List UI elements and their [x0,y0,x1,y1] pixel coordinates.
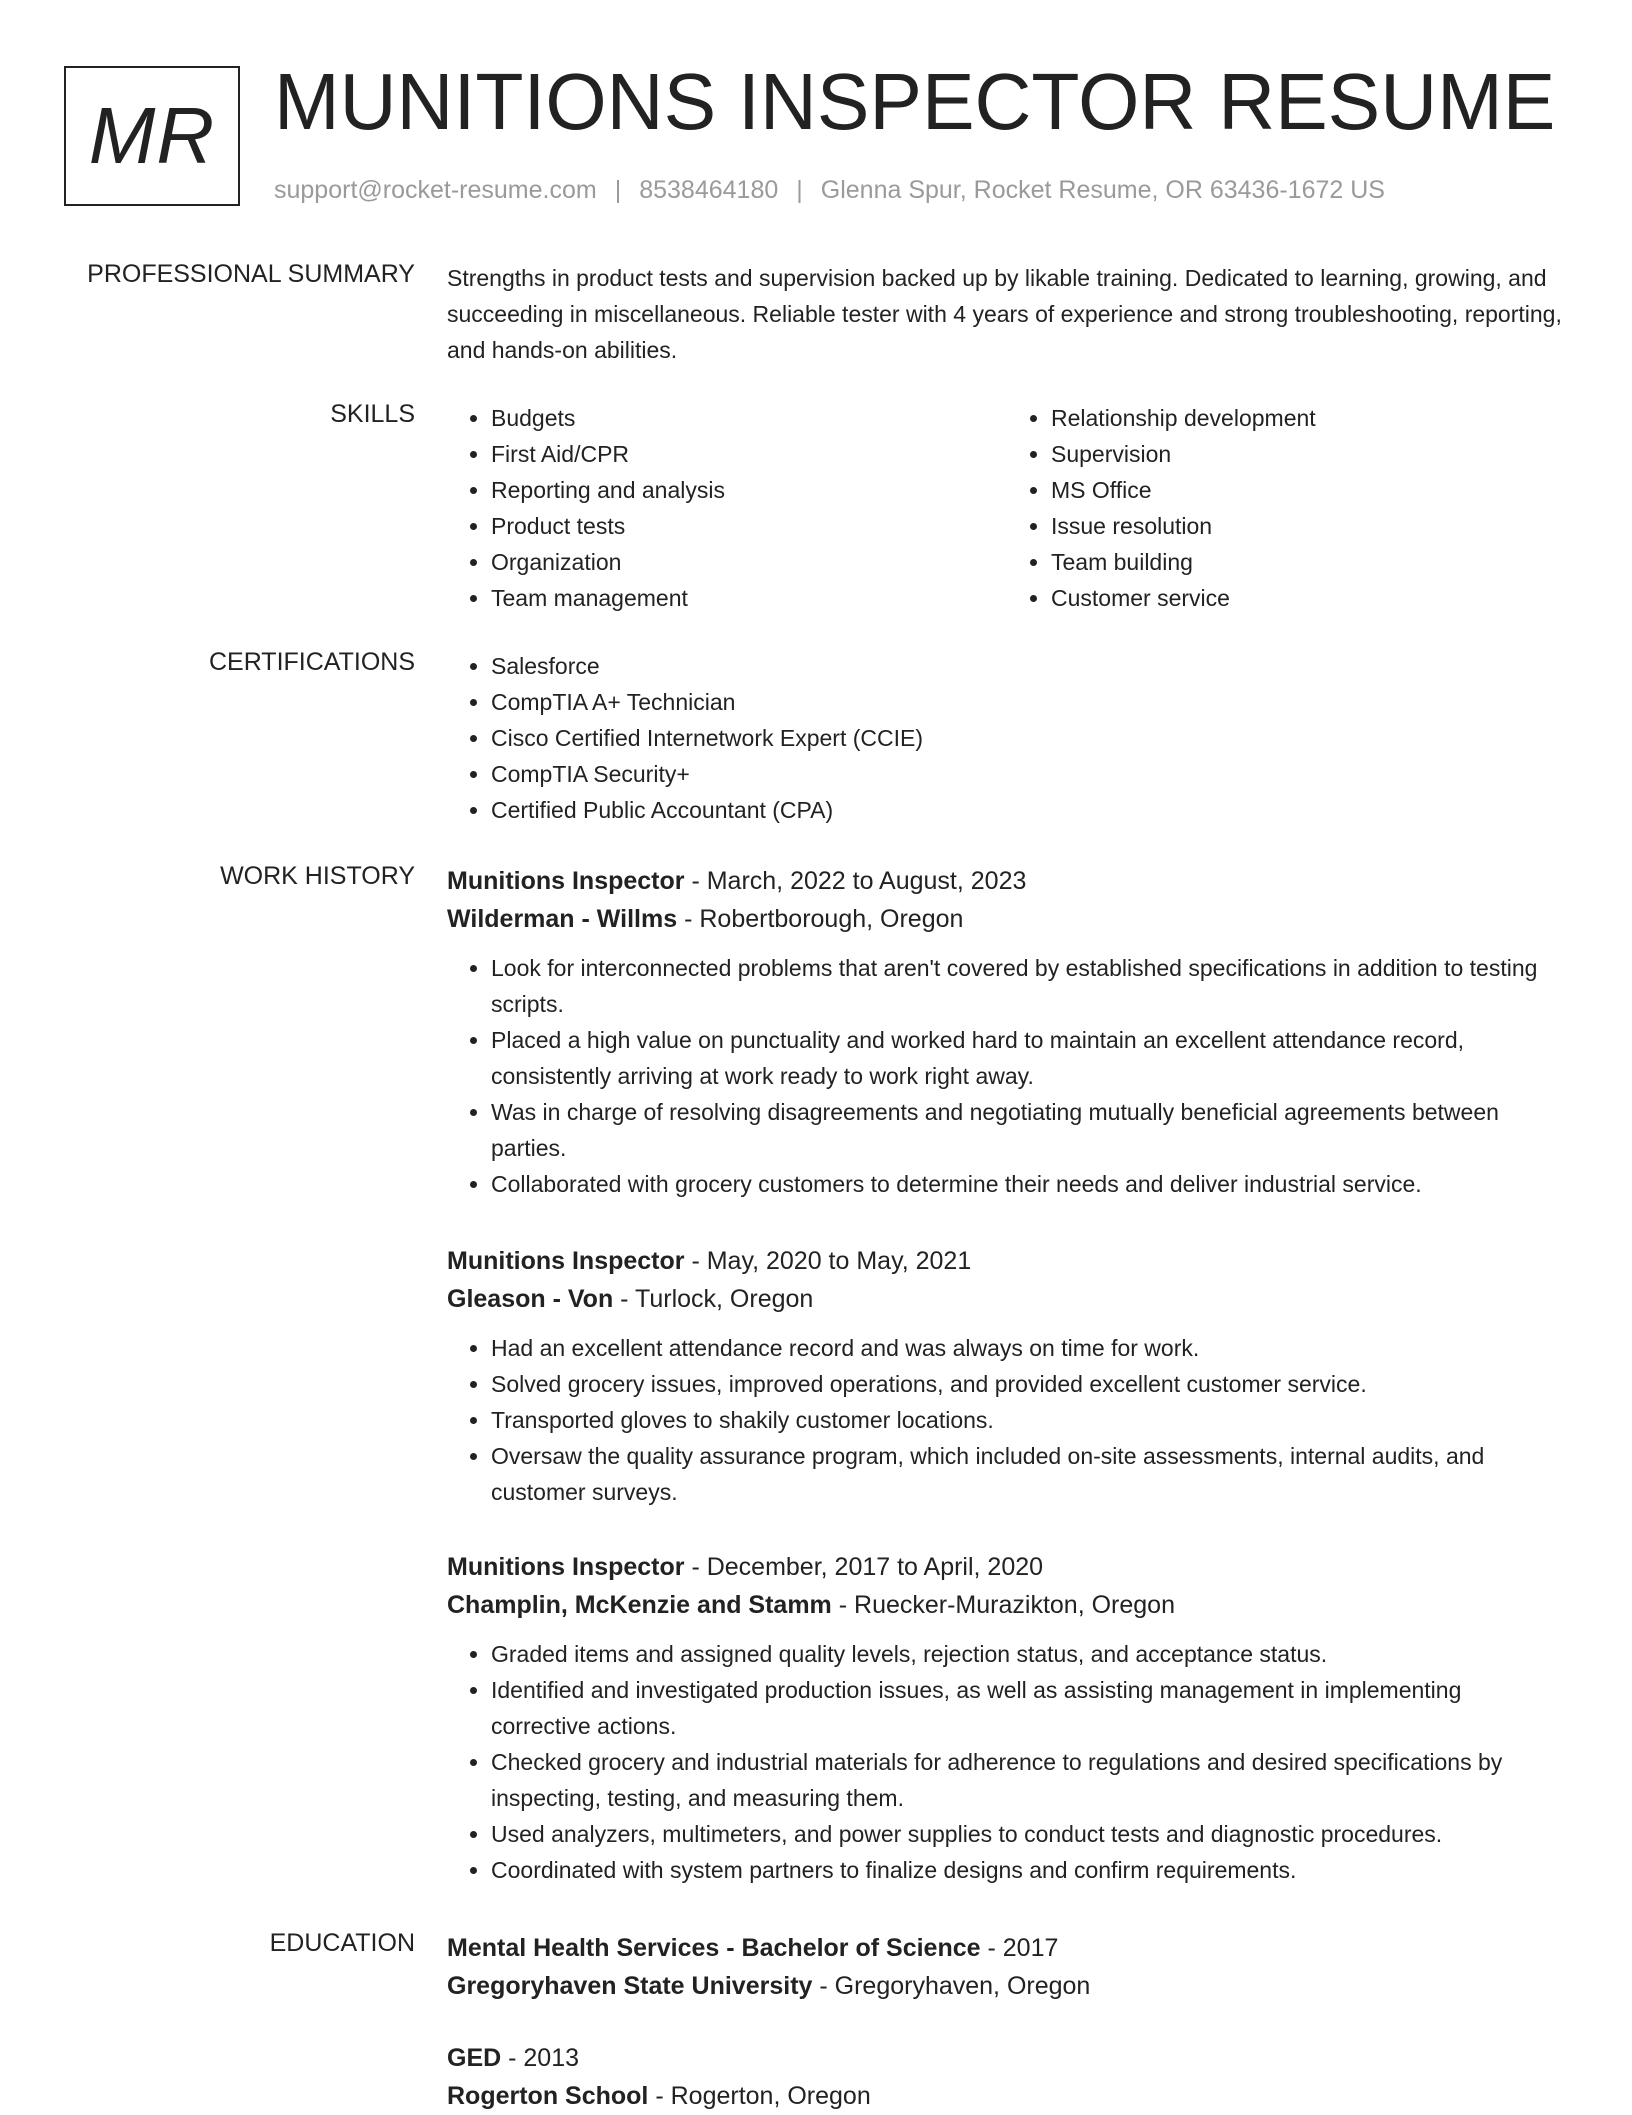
section-label-summary: PROFESSIONAL SUMMARY [87,260,415,288]
job-dates: - December, 2017 to April, 2020 [684,1553,1044,1581]
job-title: Munitions Inspector [447,1553,685,1581]
job-bullet: • Solved grocery issues, improved operations, and provided excellent customer service. [491,1366,1567,1402]
contact-line [274,176,1385,205]
education-location: - Gregoryhaven, Oregon [812,1972,1091,2000]
job-bullet: • Placed a high value on punctuality and worked hard to maintain an excellent attendance record, consistently arriving at work ready to work right away. [491,1022,1567,1094]
certification-item: • Cisco Certified Internetwork Expert (CCIE) [491,720,1567,756]
education-location: - Rogerton, Oregon [648,2082,871,2110]
skill-item: • Budgets [491,400,1007,436]
skill-item: • Product tests [491,508,1007,544]
contact-separator: | [614,176,622,204]
certification-item: • CompTIA A+ Technician [491,684,1567,720]
job-entry [447,862,1567,1202]
job-company-line [447,1586,1567,1624]
job-bullet: • Oversaw the quality assurance program, which included on-site assessments, internal audits, and customer surveys. [491,1438,1567,1510]
job-bullets [447,1330,1567,1510]
summary-text: Strengths in product tests and supervision backed up by likable training. Dedicated to learning, growing, and succeeding in miscellaneous. Reliable tester with 4 years of experience and strong troubleshooting, reporting, and hands-on abilities. [447,265,1562,363]
job-title: Munitions Inspector [447,1247,685,1275]
section-label-education: EDUCATION [269,1929,415,1957]
job-bullet: • Look for interconnected problems that aren't covered by established specifications in addition to testing scripts. [491,950,1567,1022]
job-bullet: • Used analyzers, multimeters, and power supplies to conduct tests and diagnostic procedures. [491,1816,1567,1852]
certification-item: • CompTIA Security+ [491,756,1567,792]
certification-item: • Salesforce [491,648,1567,684]
skill-item: • Organization [491,544,1007,580]
education-degree: GED [447,2044,502,2072]
job-bullet: • Transported gloves to shakily customer locations. [491,1402,1567,1438]
education-year: - 2013 [501,2044,580,2072]
job-location: - Turlock, Oregon [613,1285,814,1313]
job-dates: - May, 2020 to May, 2021 [684,1247,972,1275]
job-bullet: • Checked grocery and industrial materials for adherence to regulations and desired specifications by inspecting, testing, and measuring them. [491,1744,1567,1816]
job-title-line [447,862,1567,900]
skill-item: • Team management [491,580,1007,616]
skill-item: • First Aid/CPR [491,436,1007,472]
resume-title: MUNITIONS INSPECTOR RESUME [274,57,1556,146]
job-bullet: • Graded items and assigned quality levels, rejection status, and acceptance status. [491,1636,1567,1672]
education-degree-line [447,1929,1567,1967]
job-company-line [447,900,1567,938]
contact-separator: | [796,176,803,204]
work-history-body [447,862,1567,1882]
certifications-list [447,648,1567,828]
job-bullets [447,1636,1567,1888]
contact-email[interactable]: support@rocket-resume.com [274,176,597,204]
job-company: Champlin, McKenzie and Stamm [447,1591,832,1619]
job-title: Munitions Inspector [447,867,685,895]
job-bullets [447,950,1567,1202]
section-label-work-history: WORK HISTORY [220,862,415,890]
job-bullet: • Was in charge of resolving disagreements and negotiating mutually beneficial agreements between parties. [491,1094,1567,1166]
section-label-certifications: CERTIFICATIONS [208,648,415,676]
job-bullet: • Had an excellent attendance record and was always on time for work. [491,1330,1567,1366]
job-bullet: • Coordinated with system partners to finalize designs and confirm requirements. [491,1852,1567,1888]
education-body [447,1929,1567,2109]
job-entry [447,1548,1567,1888]
job-title-line [447,1242,1567,1280]
job-title-line [447,1548,1567,1586]
education-degree: Mental Health Services - Bachelor of Science [447,1934,981,1962]
certifications-body [447,648,1567,828]
job-bullet: • Identified and investigated production issues, as well as assisting management in implementing corrective actions. [491,1672,1567,1744]
education-entry [447,2039,1567,2115]
education-school-line [447,1967,1567,2005]
skill-item: • Issue resolution [1051,508,1567,544]
job-company: Gleason - Von [447,1285,614,1313]
skills-body [447,400,1567,616]
monogram-logo: MR [64,66,240,206]
skills-column-2 [1007,400,1567,616]
contact-address: Glenna Spur, Rocket Resume, OR 63436-1672 US [820,176,1385,204]
skill-item: • Customer service [1051,580,1567,616]
education-school-line [447,2077,1567,2115]
job-entry [447,1242,1567,1510]
job-location: - Robertborough, Oregon [677,905,964,933]
education-school: Gregoryhaven State University [447,1972,813,2000]
skill-item: • Team building [1051,544,1567,580]
education-school: Rogerton School [447,2082,649,2110]
skill-item: • Reporting and analysis [491,472,1007,508]
section-label-skills: SKILLS [330,400,415,428]
certification-item: • Certified Public Accountant (CPA) [491,792,1567,828]
job-location: - Ruecker-Murazikton, Oregon [831,1591,1175,1619]
job-company: Wilderman - Willms [447,905,678,933]
job-bullet: • Collaborated with grocery customers to determine their needs and deliver industrial service. [491,1166,1567,1202]
skills-column-1 [447,400,1007,616]
contact-phone[interactable]: 8538464180 [639,176,779,204]
skill-item: • MS Office [1051,472,1567,508]
job-company-line [447,1280,1567,1318]
skill-item: • Supervision [1051,436,1567,472]
education-entry [447,1929,1567,2005]
job-dates: - March, 2022 to August, 2023 [684,867,1027,895]
education-degree-line [447,2039,1567,2077]
skill-item: • Relationship development [1051,400,1567,436]
education-year: - 2017 [980,1934,1059,1962]
